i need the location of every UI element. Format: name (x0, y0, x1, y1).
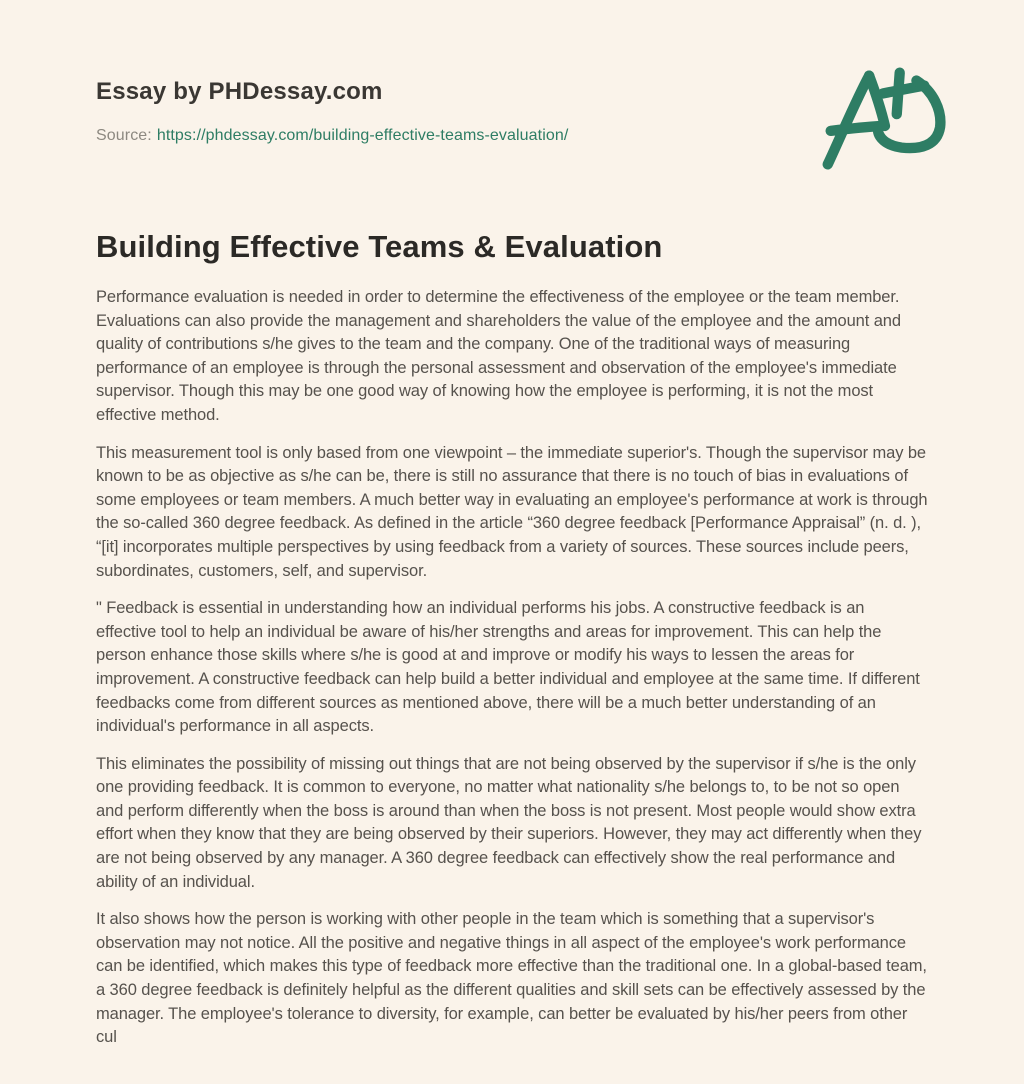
essay-title: Building Effective Teams & Evaluation (96, 229, 663, 264)
essay-paragraph-4: This eliminates the possibility of missing out things that are not being observed by the supervisor if s/he is the only one providing feedback. It is common to everyone, no matter what nationality s/he belongs to, to be not so open and perform differently when the boss is around than when the boss is not present. Most people would show extra effort when they know that they are being observed by their superiors. However, they may act differently when they are not being observed by any manager. A 360 degree feedback can effectively show the real performance and ability of an individual. (96, 754, 922, 891)
essay-body (96, 286, 929, 1050)
page-header (96, 78, 928, 145)
a-plus-logo-icon (800, 52, 958, 190)
source-label: Source: (96, 127, 152, 144)
essay-paragraph-3: " Feedback is essential in understanding how an individual performs his jobs. A constructive feedback is an effective tool to help an individual be aware of his/her strengths and areas for improvement. This can help the person enhance those skills where s/he is good at and improve or modify his ways to lessen the areas for improvement. A constructive feedback can help build a better individual and employee at the same time. If different feedbacks come from different sources as mentioned above, there will be a much better understanding of an individual's performance in all aspects. (96, 599, 920, 736)
source-link[interactable]: https://phdessay.com/building-effective-teams-evaluation/ (156, 127, 569, 144)
essay-main (96, 227, 928, 1050)
byline: Essay by PHDessay.com (96, 78, 383, 105)
essay-paragraph-2: This measurement tool is only based from one viewpoint – the immediate superior's. Though the supervisor may be known to be as objective as s/he can be, there is still no assurance that there is no touch of bias in evaluations of some employees or team members. A much better way in evaluating an employee's performance at work is through the so-called 360 degree feedback. As defined in the article “360 degree feedback [Performance Appraisal” (n. d. ), “[it] incorporates multiple perspectives by using feedback from a variety of sources. These sources include peers, subordinates, customers, self, and supervisor. (96, 443, 928, 580)
essay-paragraph-5: It also shows how the person is working with other people in the team which is something that a supervisor's observation may not notice. All the positive and negative things in all aspect of the employee's work performance can be identified, which makes this type of feedback more effective than the traditional one. In a global-based team, a 360 degree feedback is definitely helpful as the different qualities and skill sets can be effectively assessed by the manager. The employee's tolerance to diversity, for example, can better be evaluated by his/her peers from other cul (96, 910, 927, 1047)
essay-paragraph-1: Performance evaluation is needed in order to determine the effectiveness of the employee or the team member. Evaluations can also provide the management and shareholders the value of the employee and the amount and quality of contributions s/he gives to the team and the company. One of the traditional ways of measuring performance of an employee is through the personal assessment and observation of the employee's immediate supervisor. Though this may be one good way of knowing how the employee is performing, it is not the most effective method. (96, 288, 901, 424)
